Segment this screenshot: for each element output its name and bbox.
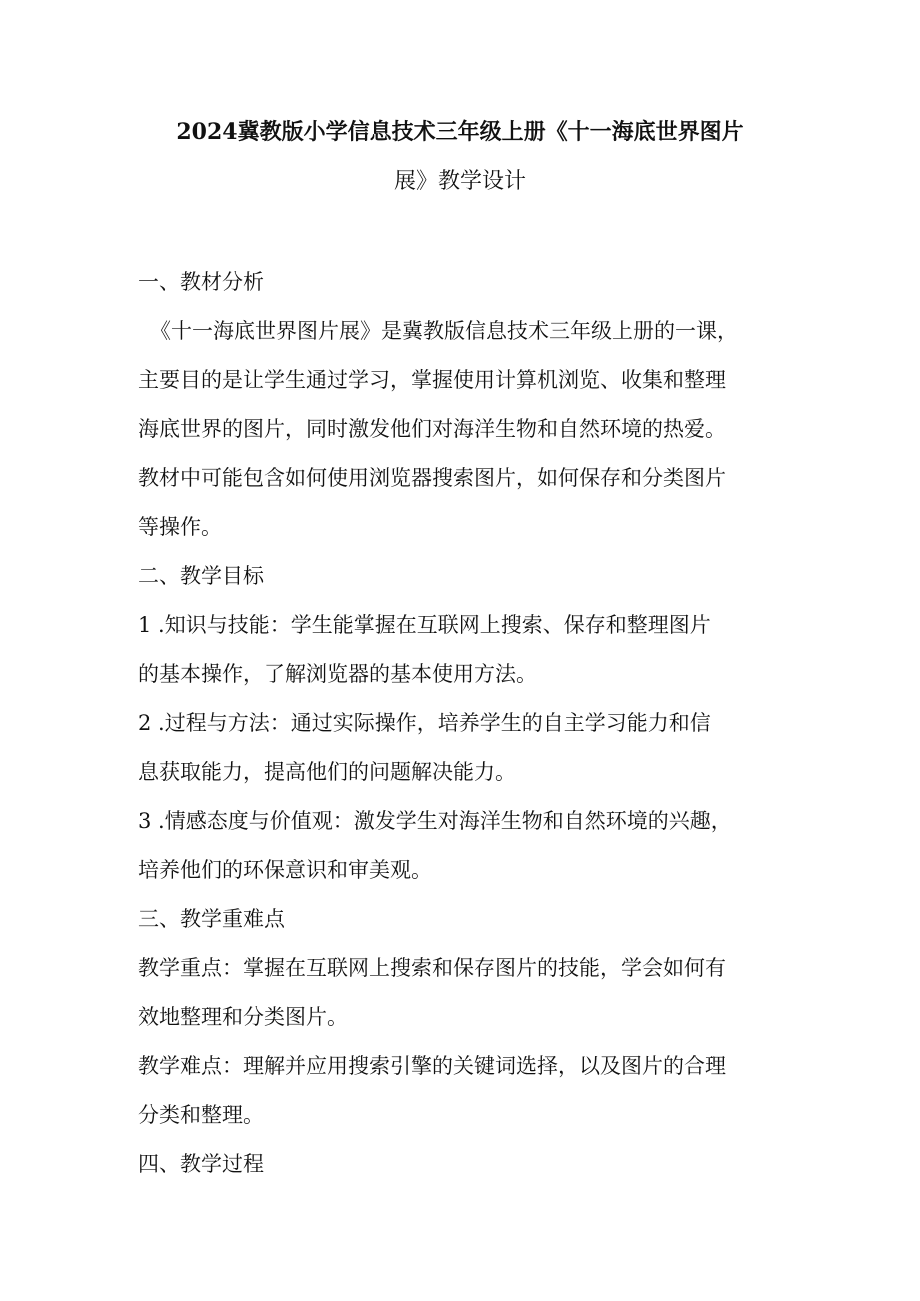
section-heading-textbook-analysis: 一、教材分析 — [138, 270, 264, 294]
key-point-line: 效地整理和分类图片。 — [138, 1005, 348, 1029]
goal-item-1-line: 的基本操作，了解浏览器的基本使用方法。 — [138, 662, 537, 686]
difficult-point-line: 分类和整理。 — [138, 1103, 264, 1127]
goal-item-3-line: 培养他们的环保意识和审美观。 — [138, 858, 432, 882]
goal-item-2-line: 2 .过程与方法：通过实际操作，培养学生的自主学习能力和信 — [138, 711, 711, 735]
document-title-line-2: 展》教学设计 — [393, 169, 526, 194]
paragraph-line: 《十一海底世界图片展》是冀教版信息技术三年级上册的一课， — [150, 319, 738, 343]
document-body — [138, 258, 798, 1189]
goal-item-2-line: 息获取能力，提高他们的问题解决能力。 — [138, 760, 516, 784]
paragraph-line: 教材中可能包含如何使用浏览器搜索图片，如何保存和分类图片 — [138, 466, 726, 490]
paragraph-line: 主要目的是让学生通过学习，掌握使用计算机浏览、收集和整理 — [138, 368, 726, 392]
paragraph-line: 海底世界的图片，同时激发他们对海洋生物和自然环境的热爱。 — [138, 417, 726, 441]
goal-item-3-line: 3 .情感态度与价值观：激发学生对海洋生物和自然环境的兴趣， — [138, 809, 732, 833]
difficult-point-line: 教学难点：理解并应用搜索引擎的关键词选择，以及图片的合理 — [138, 1054, 726, 1078]
section-heading-teaching-goals: 二、教学目标 — [138, 564, 264, 588]
section-heading-teaching-process: 四、教学过程 — [138, 1152, 264, 1176]
section-heading-key-points: 三、教学重难点 — [138, 907, 285, 931]
key-point-line: 教学重点：掌握在互联网上搜索和保存图片的技能，学会如何有 — [138, 956, 726, 980]
goal-item-1-line: 1 .知识与技能：学生能掌握在互联网上搜索、保存和整理图片 — [138, 613, 711, 637]
document-title-line-1: 2024冀教版小学信息技术三年级上册《十一海底世界图片 — [176, 119, 744, 145]
paragraph-line: 等操作。 — [138, 515, 222, 539]
